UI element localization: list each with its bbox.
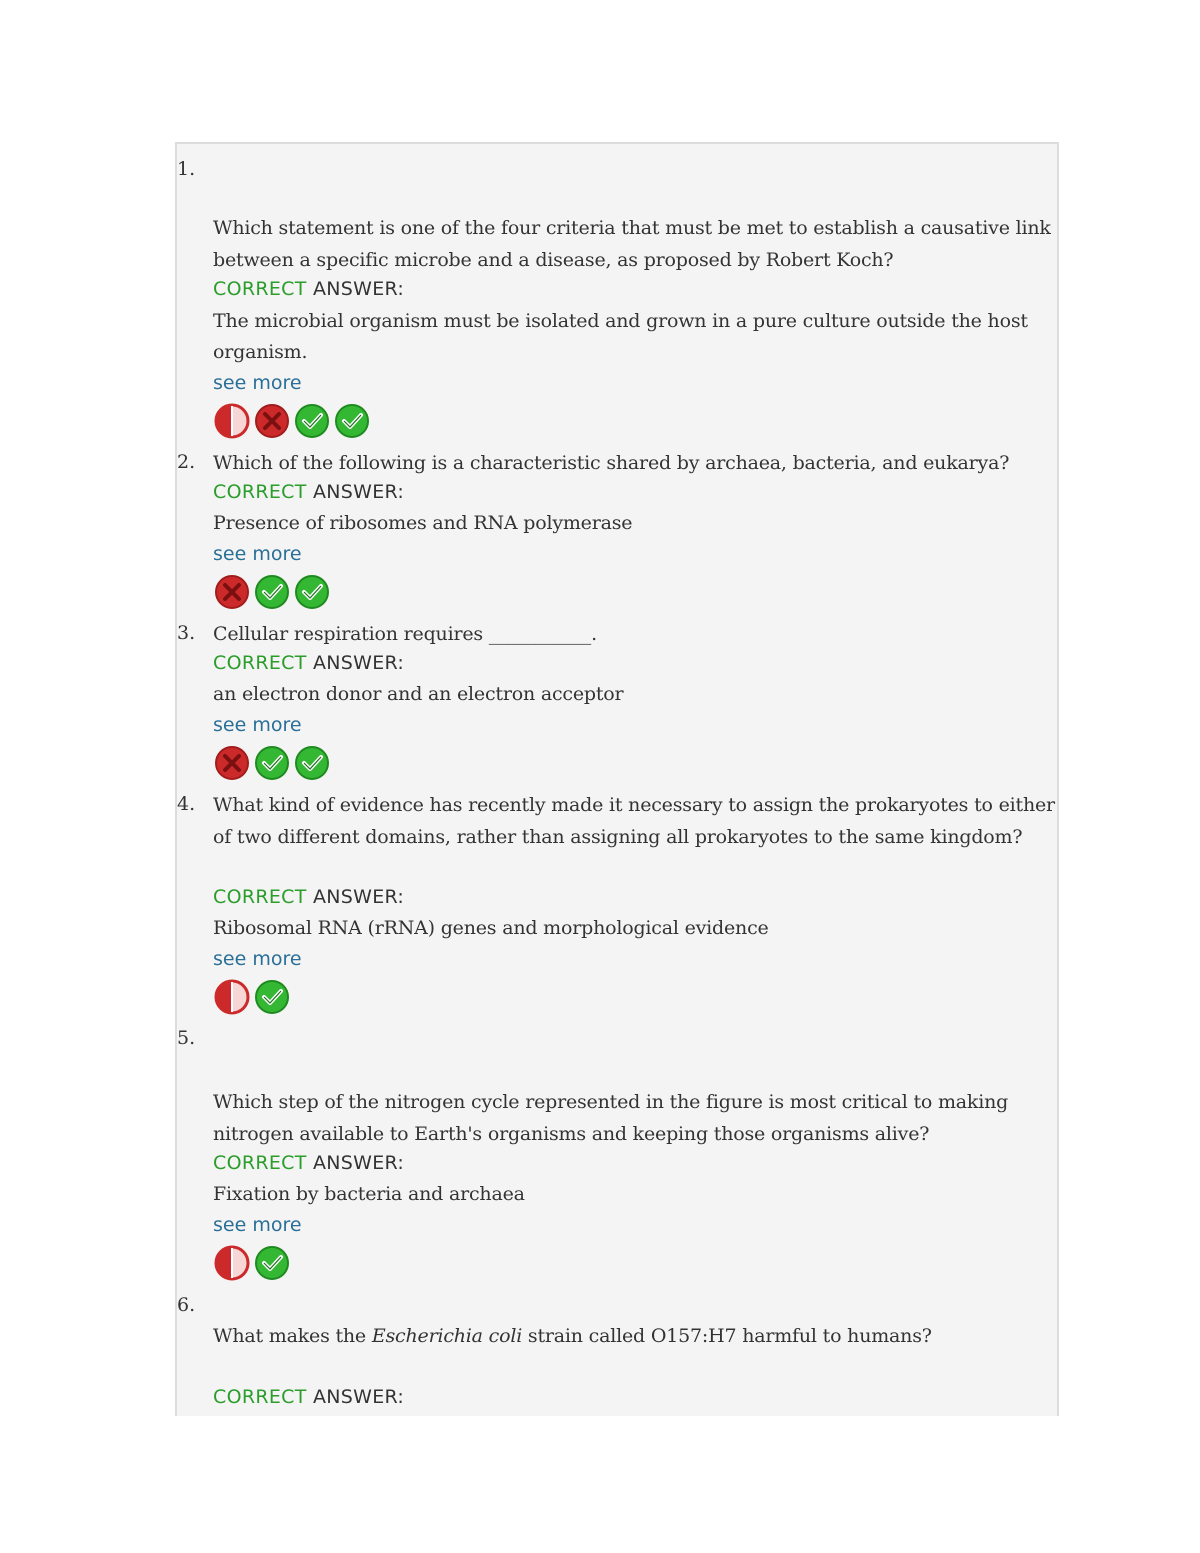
half-icon (213, 402, 251, 440)
correct-icon (253, 744, 291, 782)
correct-answer-label: CORRECT ANSWER: (213, 481, 405, 503)
correct-answer-label: CORRECT ANSWER: (213, 652, 405, 674)
answer-history (213, 402, 371, 442)
answer-history (213, 978, 291, 1018)
question-number: 5. (177, 1027, 196, 1049)
question-number: 6. (177, 1294, 196, 1316)
question-text: Which statement is one of the four criteria that must be met to establish a causative link between a specific microbe and a disease, as proposed by Robert Koch? (213, 217, 1051, 271)
half-icon (213, 1244, 251, 1282)
answer-text: Ribosomal RNA (rRNA) genes and morphological evidence (213, 917, 769, 939)
half-icon (213, 978, 251, 1016)
question-number: 2. (177, 451, 196, 473)
question-text: Which step of the nitrogen cycle represented in the figure is most critical to making nitrogen available to Earth's organisms and keeping those organisms alive? (213, 1091, 1009, 1145)
quiz-panel (175, 142, 1059, 1442)
wrong-icon (213, 573, 251, 611)
correct-icon (253, 573, 291, 611)
question-number: 3. (177, 622, 196, 644)
answer-history (213, 744, 331, 784)
see-more-link[interactable]: see more (213, 372, 302, 394)
correct-answer-label: CORRECT ANSWER: (213, 1386, 405, 1408)
correct-icon (293, 573, 331, 611)
answer-history (213, 573, 331, 613)
question-text: Cellular respiration requires ___________. (213, 623, 597, 645)
correct-answer-label: CORRECT ANSWER: (213, 886, 405, 908)
question-text: What kind of evidence has recently made it necessary to assign the prokaryotes to either of two different domains, rather than assigning all prokaryotes to the same kingdom? (213, 794, 1055, 848)
see-more-link[interactable]: see more (213, 1214, 302, 1236)
wrong-icon (213, 744, 251, 782)
correct-icon (333, 402, 371, 440)
question-text: Which of the following is a characteristic shared by archaea, bacteria, and eukarya? (213, 452, 1010, 474)
correct-answer-label: CORRECT ANSWER: (213, 278, 405, 300)
answer-text: Presence of ribosomes and RNA polymerase (213, 512, 633, 534)
correct-icon (253, 978, 291, 1016)
question-number: 1. (177, 158, 196, 180)
see-more-link[interactable]: see more (213, 714, 302, 736)
page-bottom (175, 1416, 1059, 1456)
wrong-icon (253, 402, 291, 440)
answer-text: an electron donor and an electron acceptor (213, 683, 624, 705)
correct-icon (293, 402, 331, 440)
answer-text: Fixation by bacteria and archaea (213, 1183, 525, 1205)
see-more-link[interactable]: see more (213, 543, 302, 565)
question-number: 4. (177, 793, 196, 815)
see-more-link[interactable]: see more (213, 948, 302, 970)
correct-answer-label: CORRECT ANSWER: (213, 1152, 405, 1174)
correct-icon (253, 1244, 291, 1282)
question-text: What makes the Escherichia coli strain called O157:H7 harmful to humans? (213, 1325, 932, 1347)
correct-icon (293, 744, 331, 782)
answer-text: The microbial organism must be isolated and grown in a pure culture outside the host organism. (213, 310, 1028, 363)
answer-history (213, 1244, 291, 1284)
